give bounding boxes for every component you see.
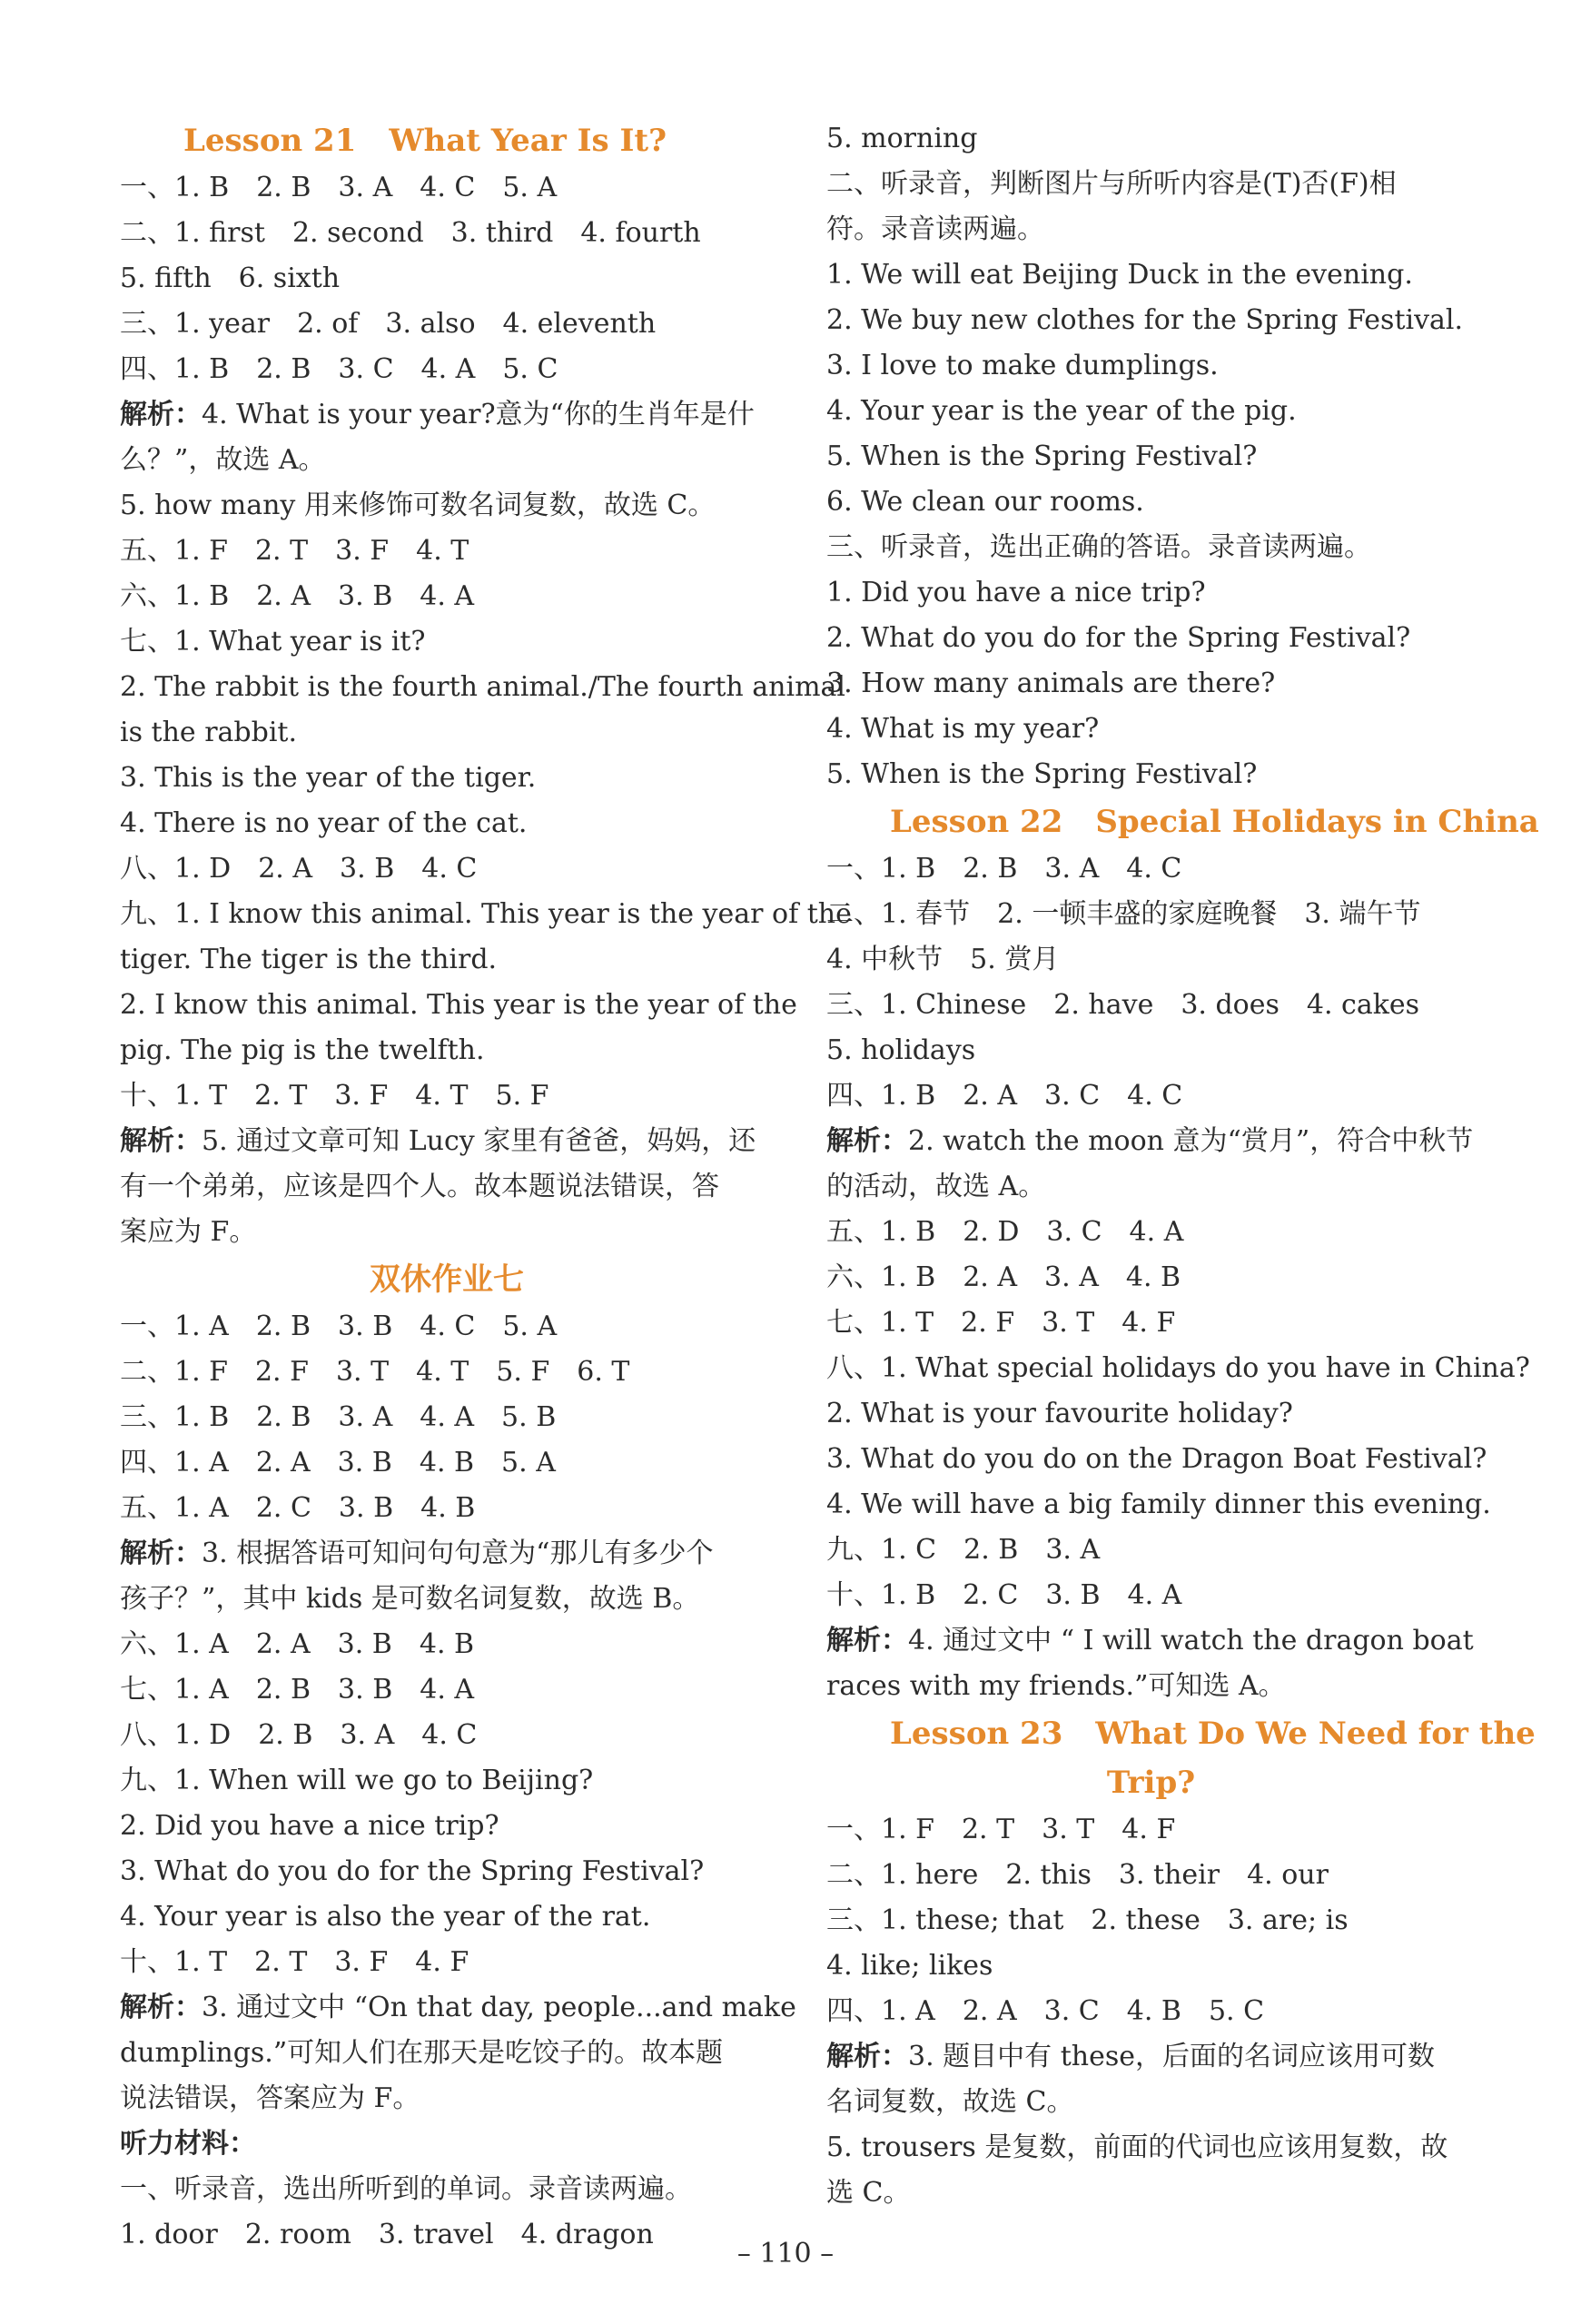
analysis-label: 解析： [120,1538,202,1569]
answer-line [120,2031,774,2076]
analysis-label: 解析： [826,1625,908,1656]
line-text: 3. What do you do for the Spring Festival? [120,1855,705,1887]
answer-line [120,1849,774,1894]
line-text: 6. We clean our rooms. [826,486,1144,518]
answer-line [826,252,1476,298]
line-text: 的活动，故选 A。 [826,1171,1046,1202]
answer-line [826,937,1476,983]
line-text: 5. fifth 6. sixth [120,262,341,294]
line-text: 六、1. B 2. A 3. B 4. A [120,580,475,612]
section-heading [826,1709,1536,1758]
answer-line [120,1119,774,1164]
line-text: 三、听录音，选出正确的答语。录音读两遍。 [826,531,1371,563]
line-text: 三、1. year 2. of 3. also 4. eleventh [120,308,657,340]
line-text: 四、1. B 2. A 3. C 4. C [826,1080,1183,1112]
section-heading [826,797,1539,846]
line-text: 4. Your year is the year of the pig. [826,395,1297,427]
heading-number: Lesson 22 [890,804,1063,840]
answer-line [826,1664,1476,1709]
analysis-label: 解析： [826,2041,908,2072]
answer-line [826,1028,1476,1073]
line-text: 4. We will have a big family dinner this evening. [826,1488,1491,1520]
line-text: 二、1. here 2. this 3. their 4. our [826,1859,1329,1891]
answer-line [120,846,774,892]
line-text: 2. I know this animal. This year is the year of the [120,989,797,1021]
line-text: 一、1. A 2. B 3. B 4. C 5. A [120,1310,558,1342]
line-text: 3. 根据答语可知问句句意为“那儿有多少个 [202,1538,714,1569]
answer-line [120,1622,774,1667]
answer-line [826,570,1476,616]
answer-line [120,892,852,937]
answer-line [120,529,774,574]
line-text: 5. how many 用来修饰可数名词复数，故选 C。 [120,490,716,521]
line-text: 二、听录音，判断图片与所听内容是(T)否(F)相 [826,168,1397,200]
answer-line [120,1028,774,1073]
answer-line [826,1210,1476,1255]
answer-line [826,1528,1476,1573]
line-text: 三、1. these; that 2. these 3. are; is [826,1904,1349,1936]
line-text: 3. How many animals are there? [826,668,1276,699]
answer-line [120,1395,774,1440]
answer-line [826,616,1476,661]
line-text: 4. What is my year? [826,713,1100,745]
line-text: 选 C。 [826,2177,911,2209]
line-text: pig. The pig is the twelfth. [120,1034,485,1066]
section-heading [826,1758,1476,1807]
answer-line [120,211,774,256]
answer-line [826,1119,1476,1164]
line-text: 二、1. F 2. F 3. T 4. T 5. F 6. T [120,1356,630,1388]
line-text: 符。录音读两遍。 [826,213,1044,245]
answer-line [826,1437,1487,1482]
line-text: 2. What is your favourite holiday? [826,1398,1293,1429]
line-text: 案应为 F。 [120,1216,257,1248]
answer-line [120,1440,774,1486]
answer-line [826,1898,1476,1943]
line-text: 1. Did you have a nice trip? [826,577,1206,608]
answer-line [826,480,1476,525]
line-text: 1. door 2. room 3. travel 4. dragon [120,2219,654,2250]
answer-line [120,756,774,801]
line-text: 名词复数，故选 C。 [826,2086,1074,2118]
line-text: 四、1. A 2. A 3. C 4. B 5. C [826,1995,1265,2027]
answer-line [826,1807,1476,1853]
line-text: 5. When is the Spring Festival? [826,440,1258,472]
answer-line [826,2080,1476,2125]
line-text: 二、1. first 2. second 3. third 4. fourth [120,217,701,249]
line-text: 五、1. F 2. T 3. F 4. T [120,535,469,567]
heading-number: Trip? [1106,1765,1196,1801]
answer-line [120,1758,774,1804]
answer-line [826,1989,1476,2034]
answer-line [826,1073,1476,1119]
line-text: 5. holidays [826,1034,976,1066]
line-text: 5. 通过文章可知 Lucy 家里有爸爸，妈妈，还 [202,1125,756,1157]
line-text: 5. morning [826,123,978,154]
heading-title: Special Holidays in China [1095,804,1539,840]
answer-line [826,162,1476,207]
answer-line [120,1577,774,1622]
answer-line [826,298,1476,343]
answer-line [826,661,1476,707]
answer-line [120,1164,774,1210]
analysis-label: 解析： [120,1992,202,2023]
answer-line [120,710,774,756]
line-text: 4. Your year is also the year of the rat. [120,1901,651,1933]
answer-line [826,1391,1476,1437]
line-text: 八、1. What special holidays do you have in China? [826,1352,1530,1384]
line-text: 3. 通过文中 “On that day, people...and make [202,1992,796,2023]
line-text: 三、1. B 2. B 3. A 4. A 5. B [120,1401,557,1433]
heading-title: What Year Is It? [389,123,667,159]
answer-line [826,846,1476,892]
right-column [826,116,1539,2216]
answer-line [120,2121,774,2167]
line-text: is the rabbit. [120,717,298,748]
heading-number: Lesson 21 [183,123,357,159]
line-text: 一、1. B 2. B 3. A 4. C 5. A [120,172,558,203]
answer-line [120,1667,774,1713]
analysis-label: 听力材料： [120,2128,256,2160]
answer-line [120,574,774,619]
line-text: 十、1. T 2. T 3. F 4. F [120,1946,469,1978]
line-text: tiger. The tiger is the third. [120,944,498,975]
line-text: 2. The rabbit is the fourth animal./The fourth animal [120,671,845,703]
answer-line [120,347,774,392]
section-heading [120,116,774,165]
line-text: races with my friends.”可知选 A。 [826,1670,1286,1702]
answer-line [120,801,774,846]
line-text: dumplings.”可知人们在那天是吃饺子的。故本题 [120,2037,724,2069]
answer-line [120,983,797,1028]
answer-line [826,2125,1476,2171]
heading-title: What Do We Need for the [1095,1716,1536,1752]
answer-line [120,1713,774,1758]
line-text: 四、1. A 2. A 3. B 4. B 5. A [120,1447,556,1478]
heading-number: 双休作业七 [370,1261,524,1298]
answer-line [826,116,1476,162]
line-text: 七、1. A 2. B 3. B 4. A [120,1674,475,1706]
answer-line [120,1304,774,1350]
answer-line [826,434,1476,480]
answer-line [120,1804,774,1849]
line-text: 2. We buy new clothes for the Spring Festival. [826,304,1464,336]
answer-line [120,392,774,438]
answer-line [120,1210,774,1255]
answer-line [826,525,1476,570]
line-text: 4. 中秋节 5. 赏月 [826,944,1060,975]
line-text: 九、1. C 2. B 3. A [826,1534,1101,1566]
line-text: 4. 通过文中 “ I will watch the dragon boat [908,1625,1474,1656]
answer-line [826,1618,1476,1664]
answer-line [120,483,774,529]
line-text: 七、1. T 2. F 3. T 4. F [826,1307,1176,1339]
line-text: 二、1. 春节 2. 一顿丰盛的家庭晚餐 3. 端午节 [826,898,1421,930]
answer-line [120,302,774,347]
line-text: 八、1. D 2. B 3. A 4. C [120,1719,478,1751]
heading-number: Lesson 23 [890,1716,1063,1752]
analysis-label: 解析： [120,1125,202,1157]
answer-line [120,2167,774,2212]
line-text: 五、1. B 2. D 3. C 4. A [826,1216,1184,1248]
answer-line [120,2076,774,2121]
analysis-label: 解析： [826,1125,908,1157]
line-text: 4. What is your year?意为“你的生肖年是什 [202,399,755,430]
line-text: 五、1. A 2. C 3. B 4. B [120,1492,476,1524]
answer-line [826,1943,1476,1989]
line-text: 四、1. B 2. B 3. C 4. A 5. C [120,353,558,385]
answer-line [826,1255,1476,1300]
answer-line [120,165,774,211]
line-text: 六、1. A 2. A 3. B 4. B [120,1628,475,1660]
line-text: 一、听录音，选出所听到的单词。录音读两遍。 [120,2173,692,2205]
answer-line [826,707,1476,752]
answer-line [120,1985,796,2031]
line-text: 么？”，故选 A。 [120,444,326,476]
answer-line [120,256,774,302]
answer-line [826,983,1476,1028]
answer-line [826,389,1476,434]
answer-line [826,1300,1476,1346]
line-text: 六、1. B 2. A 3. A 4. B [826,1261,1181,1293]
line-text: 三、1. Chinese 2. have 3. does 4. cakes [826,989,1420,1021]
answer-line [826,2171,1476,2216]
line-text: 2. watch the moon 意为“赏月”，符合中秋节 [908,1125,1474,1157]
line-text: 3. What do you do on the Dragon Boat Festival? [826,1443,1487,1475]
line-text: 七、1. What year is it? [120,626,426,658]
line-text: 3. 题目中有 these，后面的名词应该用可数 [908,2041,1435,2072]
answer-line [826,752,1476,797]
answer-line [120,1894,774,1940]
line-text: 八、1. D 2. A 3. B 4. C [120,853,478,885]
line-text: 九、1. When will we go to Beijing? [120,1765,594,1796]
line-text: 有一个弟弟，应该是四个人。故本题说法错误，答 [120,1171,719,1202]
analysis-label: 解析： [120,399,202,430]
section-heading [120,1255,774,1304]
line-text: 5. When is the Spring Festival? [826,758,1258,790]
answer-line [826,1573,1476,1618]
line-text: 说法错误，答案应为 F。 [120,2082,420,2114]
answer-line [120,1531,774,1577]
line-text: 1. We will eat Beijing Duck in the evening. [826,259,1413,291]
answer-line [826,207,1476,252]
line-text: 2. Did you have a nice trip? [120,1810,499,1842]
page-number: – 110 – [736,2238,835,2270]
answer-line [120,937,774,983]
line-text: 2. What do you do for the Spring Festival? [826,622,1411,654]
answer-line [826,2034,1476,2080]
answer-line [826,892,1476,937]
line-text: 4. There is no year of the cat. [120,807,528,839]
answer-line [120,1940,774,1985]
answer-line [120,438,774,483]
line-text: 一、1. F 2. T 3. T 4. F [826,1814,1176,1845]
line-text: 孩子？”，其中 kids 是可数名词复数，故选 B。 [120,1583,700,1615]
answer-line [120,1350,774,1395]
line-text: 3. I love to make dumplings. [826,350,1219,381]
answer-line [120,1486,774,1531]
answer-line [120,1073,774,1119]
line-text: 4. like; likes [826,1950,993,1982]
answer-line [826,343,1476,389]
answer-line [826,1346,1530,1391]
answer-line [826,1164,1476,1210]
answer-line [826,1853,1476,1898]
line-text: 十、1. T 2. T 3. F 4. T 5. F [120,1080,549,1112]
answer-line [826,1482,1491,1528]
line-text: 一、1. B 2. B 3. A 4. C [826,853,1182,885]
line-text: 九、1. I know this animal. This year is the year of the [120,898,852,930]
line-text: 十、1. B 2. C 3. B 4. A [826,1579,1182,1611]
line-text: 3. This is the year of the tiger. [120,762,537,794]
answer-line [120,619,774,665]
line-text: 5. trousers 是复数，前面的代词也应该用复数，故 [826,2131,1448,2163]
answer-line [120,665,845,710]
